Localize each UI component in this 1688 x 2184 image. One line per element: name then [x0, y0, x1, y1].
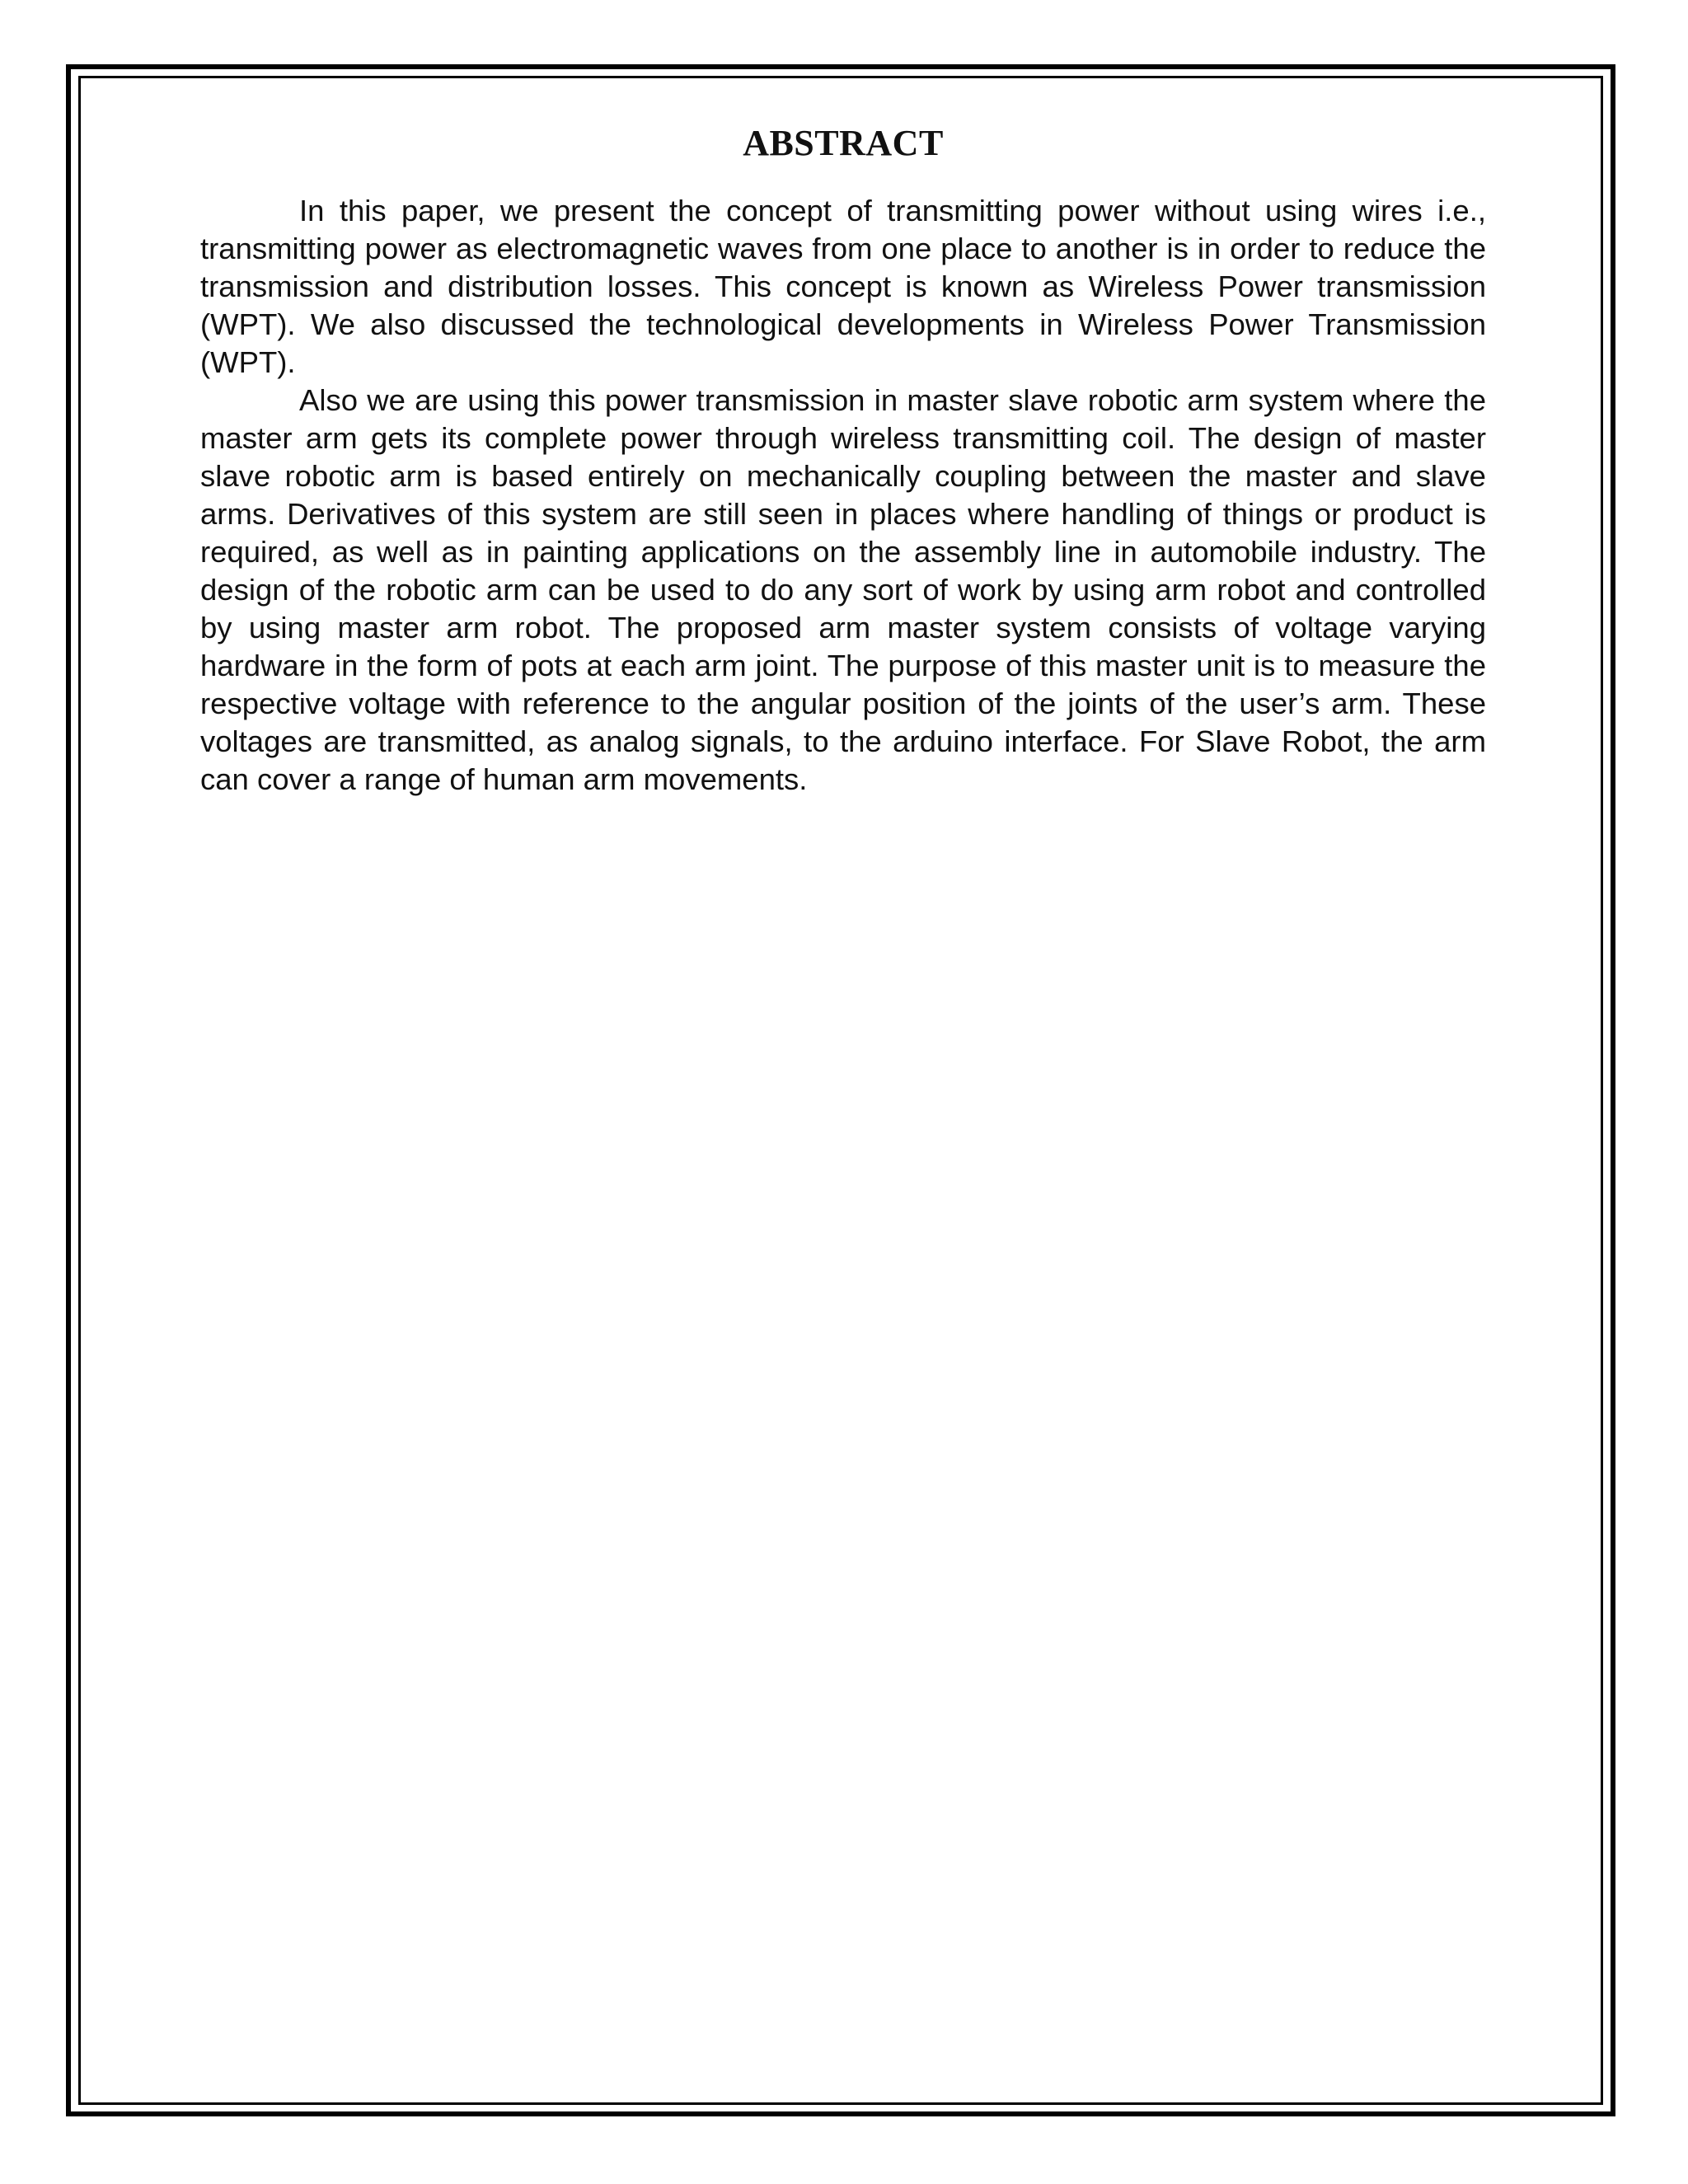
abstract-title: ABSTRACT — [743, 123, 944, 163]
abstract-paragraph-2: Also we are using this power transmission in master slave robotic arm system where the master arm gets its complete power through wireless transmitting coil. The design of master slave robotic arm is based entirely on mechanically coupling between the master and slave arms. Derivatives of this system are still seen in places where handling of things or product is required, as well as in painting applications on the assembly line in automobile industry. The design of the robotic arm can be used to do any sort of work by using arm robot and controlled by using master arm robot. The proposed arm master system consists of voltage varying hardware in the form of pots at each arm joint. The purpose of this master unit is to measure the respective voltage with reference to the angular position of the joints of the user’s arm. These voltages are transmitted, as analog signals, to the arduino interface. For Slave Robot, the arm can cover a range of human arm movements. — [200, 383, 1486, 796]
page-content — [200, 122, 1486, 799]
abstract-paragraph-1: In this paper, we present the concept of transmitting power without using wires i.e., transmitting power as electromagnetic waves from one place to another is in order to reduce the transmission and distribution losses. This concept is known as Wireless Power transmission (WPT). We also discussed the technological developments in Wireless Power Transmission (WPT). — [200, 194, 1486, 379]
